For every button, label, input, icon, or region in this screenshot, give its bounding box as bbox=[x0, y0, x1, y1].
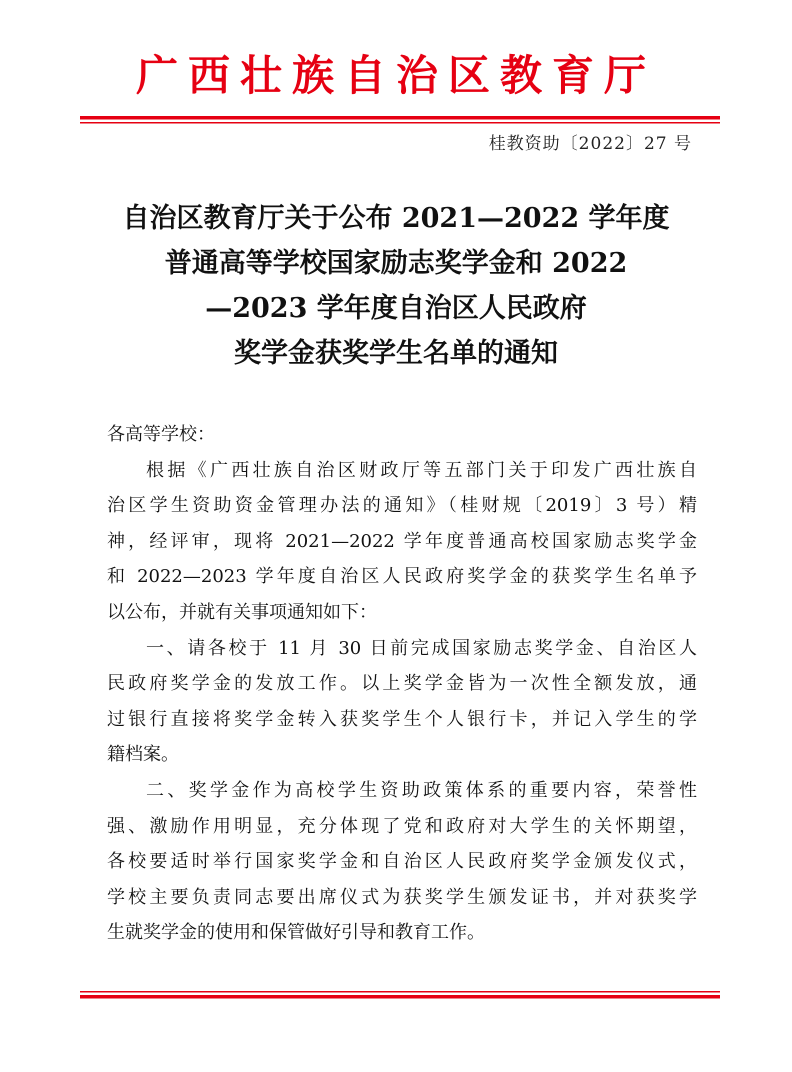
paragraph-line: 各校要适时举行国家奖学金和自治区人民政府奖学金颁发仪式， bbox=[107, 851, 697, 873]
paragraph-line: 籍档案。 bbox=[107, 744, 179, 766]
paragraph-line: 民政府奖学金的发放工作。以上奖学金皆为一次性全额发放，通 bbox=[107, 673, 697, 695]
paragraph-line: 根据《广西壮族自治区财政厅等五部门关于印发广西壮族自 bbox=[146, 459, 697, 481]
paragraph-line: 一、请各校于 11 月 30 日前完成国家励志奖学金、自治区人 bbox=[146, 637, 697, 659]
paragraph-line: 过银行直接将奖学金转入获奖学生个人银行卡，并记入学生的学 bbox=[107, 708, 697, 730]
title-line: 奖学金获奖学生名单的通知 bbox=[234, 338, 558, 369]
footer-red-rule bbox=[80, 991, 720, 1001]
paragraph-line: 强、激励作用明显，充分体现了党和政府对大学生的关怀期望， bbox=[107, 815, 697, 837]
double-rule-graphic bbox=[80, 116, 720, 126]
double-rule-graphic bbox=[80, 991, 720, 1001]
document-number: 桂教资助〔2022〕27 号 bbox=[488, 134, 692, 154]
title-line: 普通高等学校国家励志奖学金和 2022 bbox=[164, 248, 628, 279]
title-line: —2023 学年度自治区人民政府 bbox=[205, 293, 587, 324]
paragraph-line: 治区学生资助资金管理办法的通知》（桂财规〔2019〕3 号）精 bbox=[107, 495, 697, 517]
paragraph-line: 和 2022—2023 学年度自治区人民政府奖学金的获奖学生名单予 bbox=[107, 566, 697, 588]
paragraph-line: 二、奖学金作为高校学生资助政策体系的重要内容，荣誉性 bbox=[146, 779, 697, 801]
paragraph-line: 学校主要负责同志要出席仪式为获奖学生颁发证书，并对获奖学 bbox=[107, 886, 697, 908]
salutation: 各高等学校： bbox=[107, 424, 215, 445]
title-line: 自治区教育厅关于公布 2021—2022 学年度 bbox=[122, 203, 670, 234]
header-red-rule bbox=[80, 116, 720, 126]
paragraph-line: 以公布，并就有关事项通知如下： bbox=[107, 601, 377, 623]
paragraph-line: 生就奖学金的使用和保管做好引导和教育工作。 bbox=[107, 922, 485, 944]
paragraph-line: 神，经评审，现将 2021—2022 学年度普通高校国家励志奖学金 bbox=[107, 530, 697, 552]
notice-body bbox=[107, 417, 697, 951]
notice-title bbox=[92, 196, 700, 376]
masthead-title: 广西壮族自治区教育厅 bbox=[135, 51, 656, 100]
